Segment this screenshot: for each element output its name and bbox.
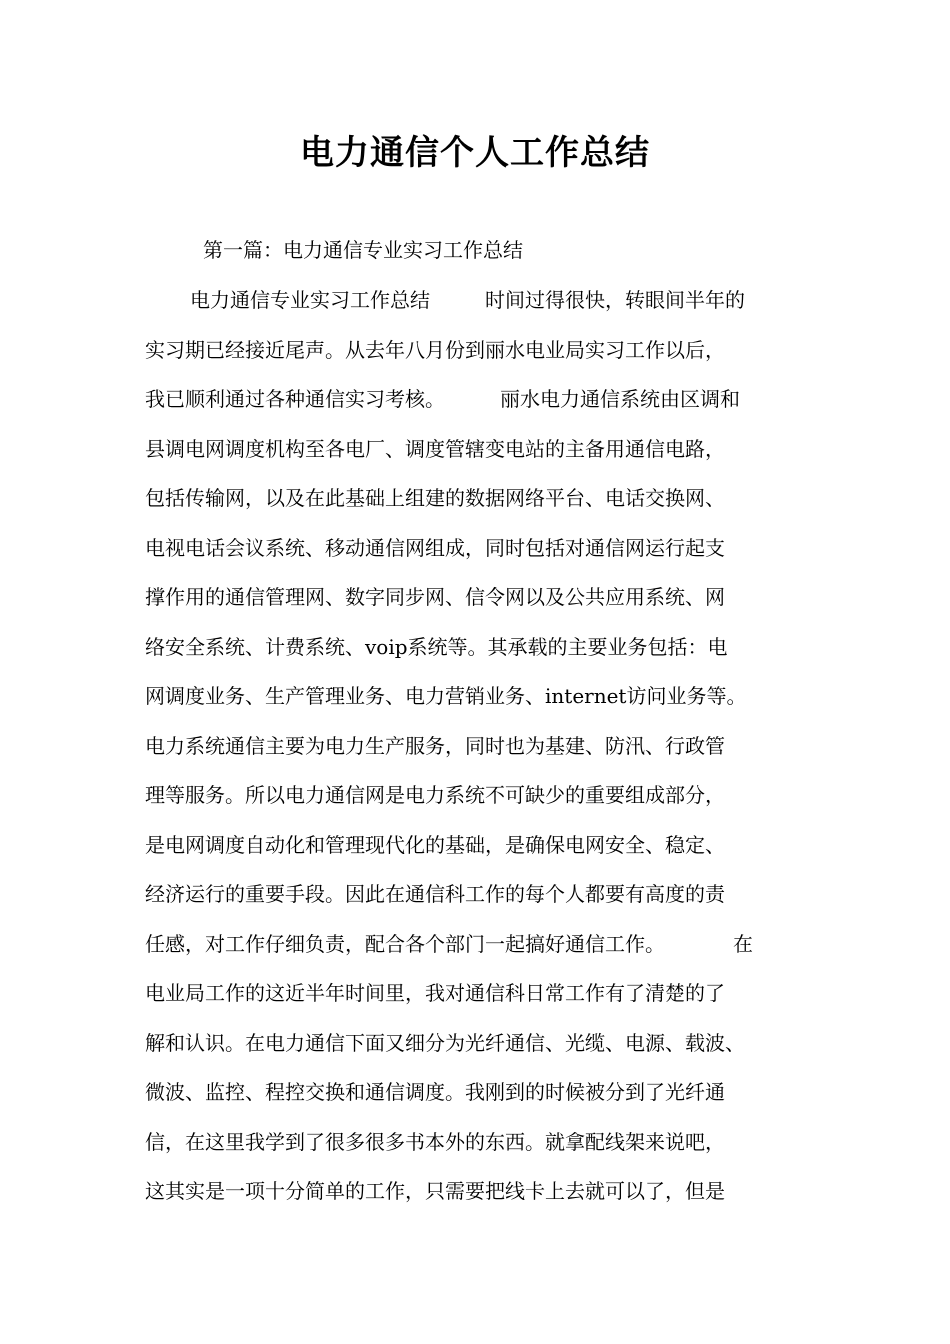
text-line bbox=[145, 383, 825, 433]
text-segment: 任感，对工作仔细负责，配合各个部门一起搞好通信工作。 bbox=[145, 931, 665, 956]
text-line: 络安全系统、计费系统、voip系统等。其承载的主要业务包括：电 bbox=[145, 634, 728, 659]
document-title: 电力通信个人工作总结 bbox=[300, 133, 650, 173]
text-segment: 丽水电力通信系统由区调和 bbox=[500, 387, 740, 411]
text-line: 撑作用的通信管理网、数字同步网、信令网以及公共应用系统、网 bbox=[145, 585, 725, 609]
text-line: 电视电话会议系统、移动通信网组成，同时包括对通信网运行起支 bbox=[145, 535, 725, 560]
text-line: 实习期已经接近尾声。从去年八月份到丽水电业局实习工作以后， bbox=[145, 337, 725, 362]
text-line: 网调度业务、生产管理业务、电力营销业务、internet访问业务等。 bbox=[145, 684, 747, 708]
text-line: 电业局工作的这近半年时间里，我对通信科日常工作有了清楚的了 bbox=[145, 981, 725, 1005]
text-line: 是电网调度自动化和管理现代化的基础，是确保电网安全、稳定、 bbox=[145, 832, 725, 857]
text-line: 信，在这里我学到了很多很多书本外的东西。就拿配线架来说吧， bbox=[145, 1129, 725, 1154]
body-text bbox=[145, 284, 825, 1225]
section-heading: 第一篇：电力通信专业实习工作总结 bbox=[203, 238, 523, 262]
text-segment: 在 bbox=[733, 931, 753, 956]
text-segment: 我已顺利通过各种通信实习考核。 bbox=[145, 387, 445, 411]
text-line bbox=[145, 928, 825, 978]
text-line: 解和认识。在电力通信下面又细分为光纤通信、光缆、电源、载波、 bbox=[145, 1030, 745, 1055]
text-line: 这其实是一项十分简单的工作，只需要把线卡上去就可以了，但是 bbox=[145, 1179, 725, 1203]
text-line: 经济运行的重要手段。因此在通信科工作的每个人都要有高度的责 bbox=[145, 882, 725, 906]
text-segment: 时间过得很快，转眼间半年的 bbox=[485, 288, 745, 312]
text-line: 理等服务。所以电力通信网是电力系统不可缺少的重要组成部分， bbox=[145, 783, 725, 807]
text-line bbox=[145, 284, 825, 334]
text-segment: 电力通信专业实习工作总结 bbox=[190, 288, 430, 312]
text-line: 电力系统通信主要为电力生产服务，同时也为基建、防汛、行政管 bbox=[145, 733, 725, 758]
text-line: 包括传输网，以及在此基础上组建的数据网络平台、电话交换网、 bbox=[145, 486, 725, 510]
text-line: 微波、监控、程控交换和通信调度。我刚到的时候被分到了光纤通 bbox=[145, 1080, 725, 1104]
text-line: 县调电网调度机构至各电厂、调度管辖变电站的主备用通信电路， bbox=[145, 436, 725, 461]
